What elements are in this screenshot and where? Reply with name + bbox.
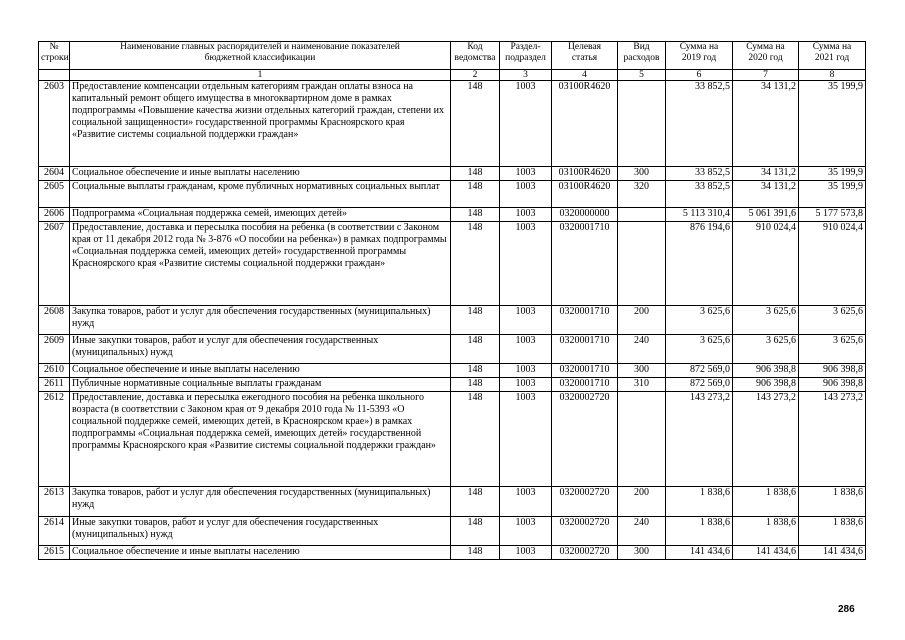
row-sum-2019: 3 625,6 [666,306,733,335]
row-vedomstvo: 148 [451,81,500,167]
row-sum-2021: 5 177 573,8 [799,208,866,222]
row-sum-2021: 1 838,6 [799,517,866,546]
row-statya: 0320000000 [552,208,618,222]
row-statya: 0320001710 [552,306,618,335]
row-name: Социальное обеспечение и иные выплаты населению [70,546,451,560]
row-vid [618,222,666,306]
header-sum-2020: Сумма на 2020 год [733,42,799,70]
row-razdel: 1003 [500,208,552,222]
row-statya: 03100R4620 [552,181,618,208]
row-sum-2020: 1 838,6 [733,487,799,517]
page-number: 286 [838,604,855,615]
row-vid [618,81,666,167]
row-statya: 0320001710 [552,364,618,378]
row-name: Иные закупки товаров, работ и услуг для обеспечения государственных (муниципальных) нужд [70,335,451,364]
row-vedomstvo: 148 [451,364,500,378]
column-number: 8 [799,70,866,81]
row-sum-2019: 872 569,0 [666,378,733,392]
table-row [39,167,866,181]
row-statya: 0320001710 [552,378,618,392]
row-razdel: 1003 [500,81,552,167]
row-razdel: 1003 [500,335,552,364]
row-name: Социальные выплаты гражданам, кроме публичных нормативных социальных выплат [70,181,451,208]
row-sum-2019: 876 194,6 [666,222,733,306]
row-razdel: 1003 [500,517,552,546]
row-name: Подпрограмма «Социальная поддержка семей, имеющих детей» [70,208,451,222]
row-vid [618,208,666,222]
row-sum-2019: 3 625,6 [666,335,733,364]
row-sum-2021: 906 398,8 [799,378,866,392]
row-sum-2020: 3 625,6 [733,335,799,364]
column-number: 5 [618,70,666,81]
header-statya: Целевая статья [552,42,618,70]
table-row [39,487,866,517]
column-number-row [39,70,866,81]
row-number: 2608 [39,306,70,335]
row-statya: 03100R4620 [552,81,618,167]
row-sum-2020: 906 398,8 [733,378,799,392]
row-name: Предоставление компенсации отдельным категориям граждан оплаты взноса на капитальный ремонт общего имущества в многоквартирном доме в рамках подпрограммы «Повышение качества жизни отдельных категорий граждан, степени их социальной защищенности» государственной программы Красноярского края «Развитие системы социальной поддержки граждан» [70,81,451,167]
row-sum-2020: 34 131,2 [733,181,799,208]
row-sum-2020: 3 625,6 [733,306,799,335]
row-name: Социальное обеспечение и иные выплаты населению [70,167,451,181]
table-body [39,81,866,560]
row-number: 2612 [39,392,70,487]
row-name: Предоставление, доставка и пересылка пособия на ребенка (в соответствии с Законом края от 11 декабря 2012 года № 3-876 «О пособии на ребенка») в рамках подпрограммы «Социальная поддержка семей, имеющих детей» государственной программы Красноярского края «Развитие системы социальной поддержки граждан» [70,222,451,306]
row-number: 2606 [39,208,70,222]
table-header [39,42,866,81]
row-vid: 320 [618,181,666,208]
row-sum-2019: 1 838,6 [666,487,733,517]
column-number-blank [39,70,70,81]
row-number: 2605 [39,181,70,208]
row-vedomstvo: 148 [451,181,500,208]
row-sum-2020: 910 024,4 [733,222,799,306]
header-sum-2019: Сумма на 2019 год [666,42,733,70]
row-vedomstvo: 148 [451,306,500,335]
row-sum-2021: 1 838,6 [799,487,866,517]
table-row [39,208,866,222]
row-razdel: 1003 [500,181,552,208]
row-number: 2614 [39,517,70,546]
row-sum-2020: 143 273,2 [733,392,799,487]
row-sum-2019: 33 852,5 [666,181,733,208]
row-vedomstvo: 148 [451,392,500,487]
row-sum-2019: 33 852,5 [666,167,733,181]
row-vedomstvo: 148 [451,222,500,306]
header-name: Наименование главных распорядителей и наименование показателей бюджетной классификации [70,42,451,70]
row-razdel: 1003 [500,392,552,487]
row-vedomstvo: 148 [451,167,500,181]
table-row [39,222,866,306]
table-row [39,364,866,378]
row-sum-2021: 35 199,9 [799,167,866,181]
row-vedomstvo: 148 [451,378,500,392]
row-vid: 300 [618,167,666,181]
header-sum-2021: Сумма на 2021 год [799,42,866,70]
row-razdel: 1003 [500,222,552,306]
row-sum-2021: 35 199,9 [799,181,866,208]
row-number: 2604 [39,167,70,181]
row-number: 2610 [39,364,70,378]
row-name: Иные закупки товаров, работ и услуг для обеспечения государственных (муниципальных) нужд [70,517,451,546]
row-sum-2021: 906 398,8 [799,364,866,378]
row-sum-2021: 141 434,6 [799,546,866,560]
row-statya: 0320001710 [552,222,618,306]
row-sum-2020: 141 434,6 [733,546,799,560]
table-row [39,546,866,560]
header-vid: Вид расходов [618,42,666,70]
row-statya: 0320002720 [552,487,618,517]
table-row [39,392,866,487]
row-sum-2019: 872 569,0 [666,364,733,378]
column-number: 2 [451,70,500,81]
table-row [39,335,866,364]
row-vid: 240 [618,517,666,546]
header-razdel: Раздел- подраздел [500,42,552,70]
row-vid: 300 [618,546,666,560]
column-number: 7 [733,70,799,81]
row-name: Предоставление, доставка и пересылка ежегодного пособия на ребенка школьного возраста (в соответствии с Законом края от 9 декабря 2010 года № 11-5393 «О социальной поддержке семей, имеющих детей, в Красноярском крае») в рамках подпрограммы «Социальная поддержка семей, имеющих детей» государственной программы Красноярского края «Развитие системы социальной поддержки граждан» [70,392,451,487]
row-vedomstvo: 148 [451,487,500,517]
row-vid: 240 [618,335,666,364]
row-statya: 0320001710 [552,335,618,364]
row-name: Публичные нормативные социальные выплаты гражданам [70,378,451,392]
row-statya: 0320002720 [552,392,618,487]
column-number: 1 [70,70,451,81]
row-sum-2019: 33 852,5 [666,81,733,167]
row-name: Социальное обеспечение и иные выплаты населению [70,364,451,378]
row-number: 2613 [39,487,70,517]
table-row [39,181,866,208]
table-row [39,306,866,335]
row-vedomstvo: 148 [451,517,500,546]
row-vid: 310 [618,378,666,392]
column-number: 6 [666,70,733,81]
header-vedomstvo: Код ведомства [451,42,500,70]
row-sum-2020: 34 131,2 [733,81,799,167]
header-row [39,42,866,70]
row-sum-2019: 141 434,6 [666,546,733,560]
row-number: 2615 [39,546,70,560]
row-number: 2607 [39,222,70,306]
row-sum-2021: 3 625,6 [799,335,866,364]
row-sum-2019: 143 273,2 [666,392,733,487]
row-sum-2021: 35 199,9 [799,81,866,167]
row-number: 2603 [39,81,70,167]
row-number: 2609 [39,335,70,364]
row-razdel: 1003 [500,378,552,392]
row-statya: 0320002720 [552,517,618,546]
row-vid [618,392,666,487]
row-sum-2020: 5 061 391,6 [733,208,799,222]
row-statya: 03100R4620 [552,167,618,181]
row-razdel: 1003 [500,306,552,335]
row-vid: 200 [618,487,666,517]
row-sum-2021: 3 625,6 [799,306,866,335]
row-vid: 200 [618,306,666,335]
row-sum-2020: 906 398,8 [733,364,799,378]
row-razdel: 1003 [500,167,552,181]
column-number: 3 [500,70,552,81]
row-razdel: 1003 [500,364,552,378]
row-vedomstvo: 148 [451,546,500,560]
row-sum-2020: 1 838,6 [733,517,799,546]
row-razdel: 1003 [500,487,552,517]
row-sum-2019: 1 838,6 [666,517,733,546]
row-name: Закупка товаров, работ и услуг для обеспечения государственных (муниципальных) нужд [70,487,451,517]
row-name: Закупка товаров, работ и услуг для обеспечения государственных (муниципальных) нужд [70,306,451,335]
budget-table [38,41,866,560]
row-sum-2019: 5 113 310,4 [666,208,733,222]
row-statya: 0320002720 [552,546,618,560]
row-sum-2021: 910 024,4 [799,222,866,306]
row-vid: 300 [618,364,666,378]
table-row [39,81,866,167]
row-vedomstvo: 148 [451,335,500,364]
row-sum-2020: 34 131,2 [733,167,799,181]
row-vedomstvo: 148 [451,208,500,222]
row-sum-2021: 143 273,2 [799,392,866,487]
row-razdel: 1003 [500,546,552,560]
table-row [39,378,866,392]
row-number: 2611 [39,378,70,392]
header-row-number: № строки [39,42,70,70]
column-number: 4 [552,70,618,81]
table-row [39,517,866,546]
